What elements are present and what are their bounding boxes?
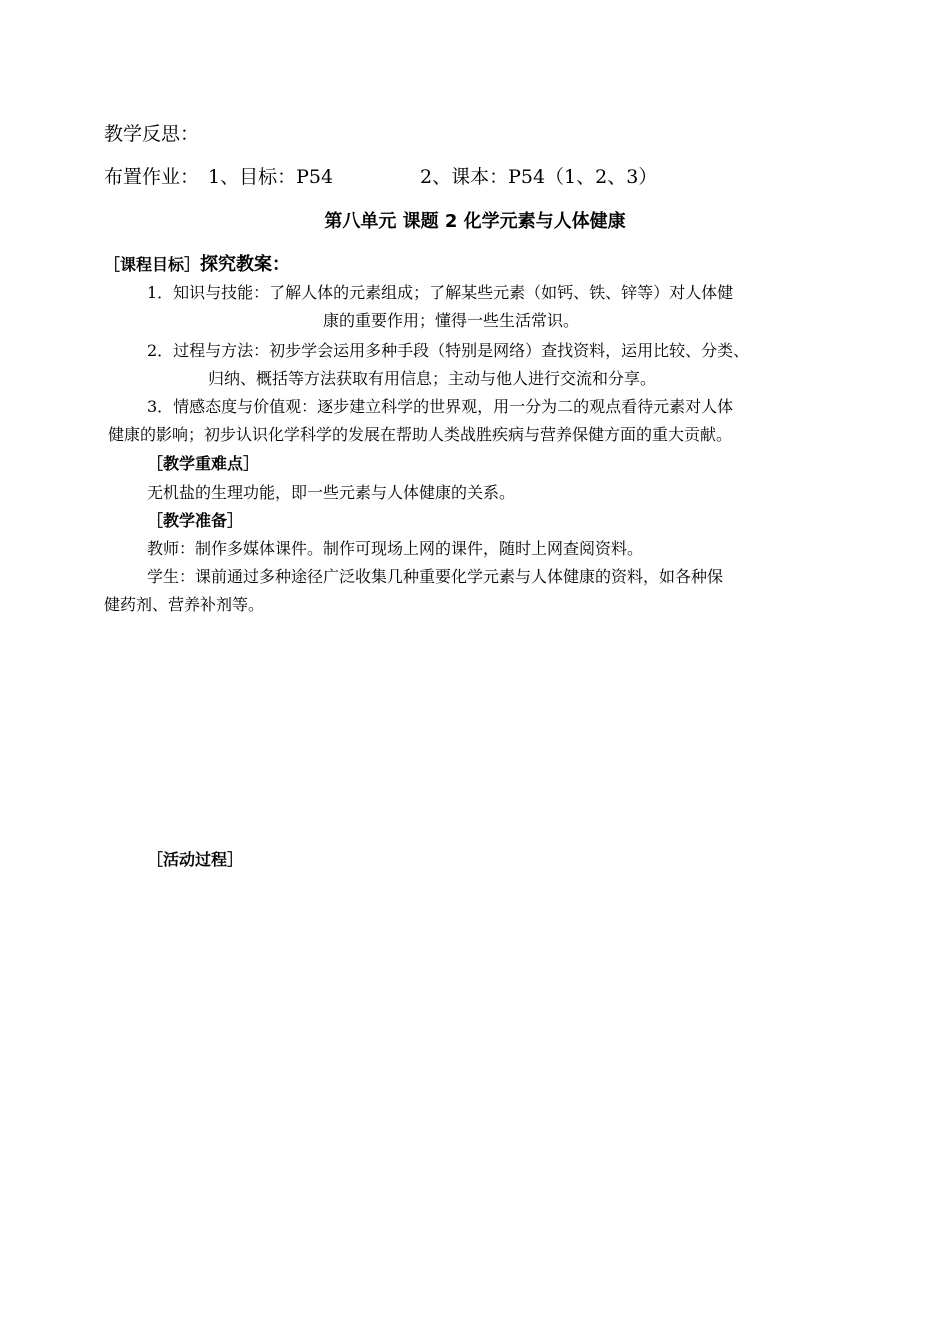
homework-item-1: 1、目标：P54 bbox=[208, 166, 334, 188]
preparation-label: ［教学准备］ bbox=[147, 511, 244, 530]
goal-3-line-2: 健康的影响；初步认识化学科学的发展在帮助人类战胜疾病与营养保健方面的重大贡献。 bbox=[108, 425, 733, 444]
lesson-title: 第八单元 课题 2 化学元素与人体健康 bbox=[324, 211, 626, 232]
key-points-text: 无机盐的生理功能，即一些元素与人体健康的关系。 bbox=[147, 483, 516, 502]
course-goal-header bbox=[104, 250, 290, 276]
reflection-label: 教学反思： bbox=[104, 123, 200, 145]
goal-2-line-1: 2．过程与方法：初步学会运用多种手段（特别是网络）查找资料，运用比较、分类、 bbox=[147, 341, 750, 360]
homework-label: 布置作业： bbox=[104, 166, 200, 188]
course-goal-heading: 探究教案： bbox=[200, 254, 291, 275]
key-points-label: ［教学重难点］ bbox=[147, 454, 260, 473]
activity-label: ［活动过程］ bbox=[147, 850, 244, 869]
goal-1-line-2: 康的重要作用；懂得一些生活常识。 bbox=[323, 311, 580, 330]
homework-item-2: 2、课本：P54（1、2、3） bbox=[420, 166, 658, 188]
preparation-teacher: 教师：制作多媒体课件。制作可现场上网的课件，随时上网查阅资料。 bbox=[147, 539, 644, 558]
preparation-student-line-2: 健药剂、营养补剂等。 bbox=[104, 595, 265, 614]
goal-1-line-1: 1．知识与技能：了解人体的元素组成；了解某些元素（如钙、铁、锌等）对人体健 bbox=[147, 283, 734, 302]
preparation-student-line-1: 学生：课前通过多种途径广泛收集几种重要化学元素与人体健康的资料，如各种保 bbox=[147, 567, 724, 586]
goal-3-line-1: 3．情感态度与价值观：逐步建立科学的世界观，用一分为二的观点看待元素对人体 bbox=[147, 397, 734, 416]
goal-2-line-2: 归纳、概括等方法获取有用信息；主动与他人进行交流和分享。 bbox=[208, 369, 657, 388]
course-goal-bracket-label: ［课程目标］ bbox=[104, 255, 201, 274]
